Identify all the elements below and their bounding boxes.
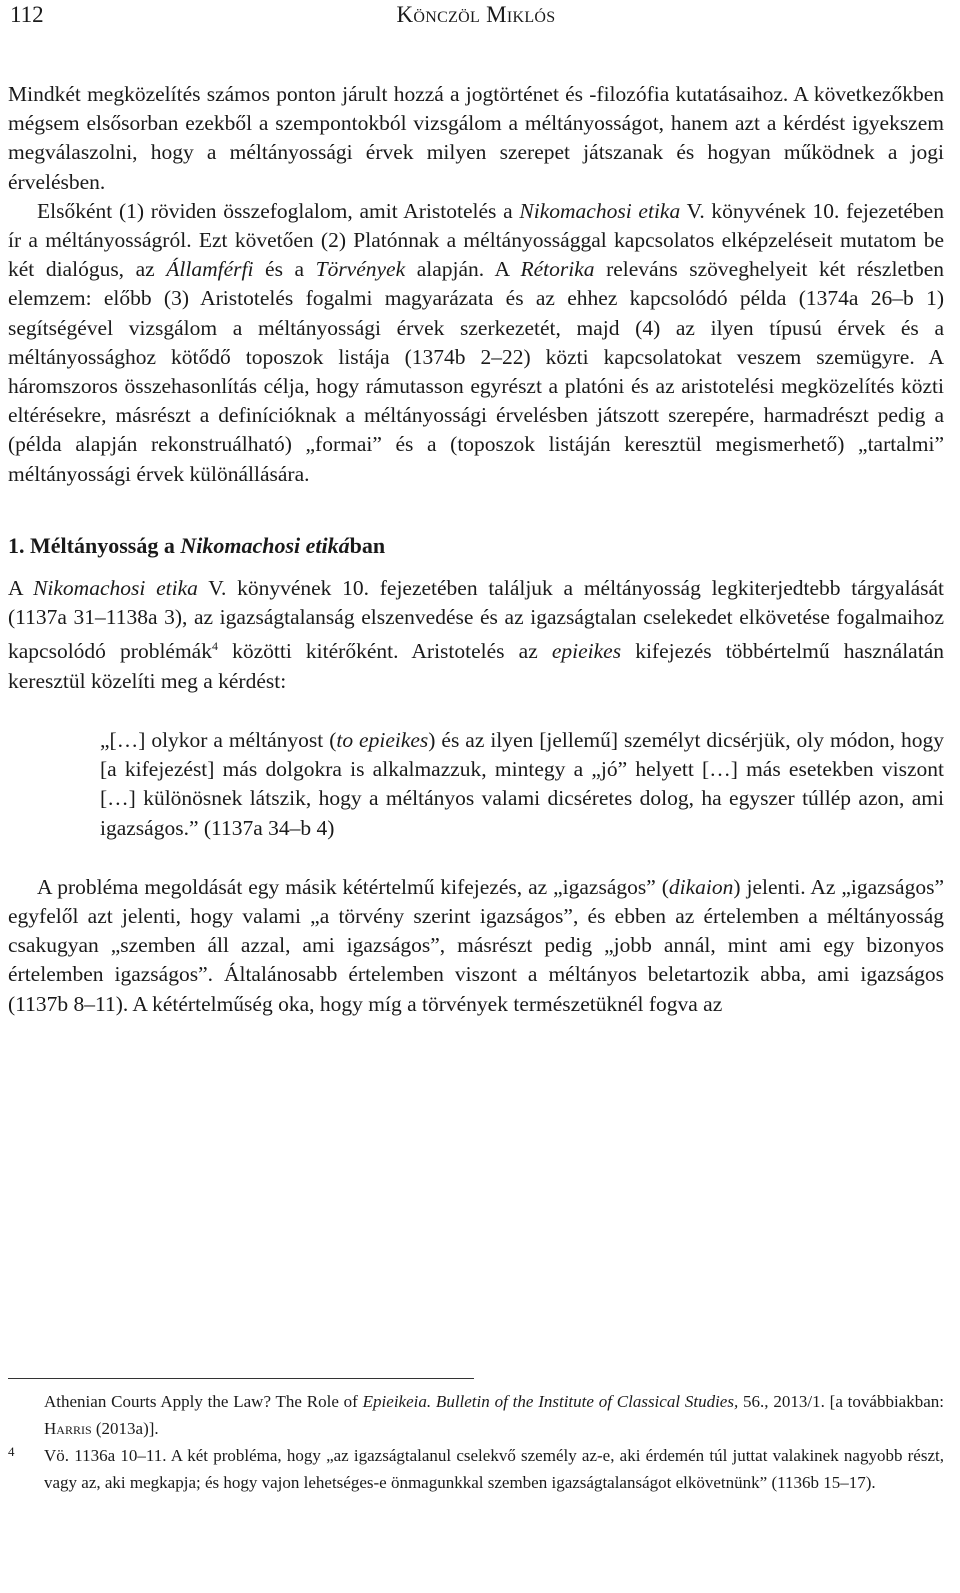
footnote-number: 4 [8, 1444, 15, 1459]
text-run: releváns szöveghelyeit két részletben elemzem: előbb (3) Aristotelés fogalmi magyarázata és az ehhez kapcsolódó példa (1374a 26–b 1) segítségével vizsgálom a méltányossági érvek szerkezetét, majd (4) az ilyen típusú érvek és a méltányossághoz kötődő toposzok listája (1374b 2–22) közti kapcsolatokat veszem szemügyre. A háromszoros összehasonlítás célja, hogy rámutasson egyrészt a platóni és az aristotelési megközelítés közti eltérésekre, másrészt a definícióknak a méltányossági érvelésben játszott szerepére, harmadrészt pedig a (példa alapján rekonstruálható) „formai” és a (toposzok listáján keresztül megismerhető) „tartalmi” méltányossági érvek különállására. [8, 257, 944, 486]
paragraph: Mindkét megközelítés számos ponton járult hozzá a jogtörténet és -filozófia kutatásaihoz. A következőkben mégsem elsősorban ezekből a szempontokból vizsgálom a méltányosságot, hanem azt a kérdést igyekszem megválaszolni, hogy a méltányossági érvek milyen szerepet játszanak és hogyan működnek a jogi érvelésben. [8, 82, 944, 194]
text-run: „[…] olykor a méltányost ( [100, 728, 337, 753]
footnote-ref[interactable]: 4 [211, 639, 218, 654]
text-run: Athenian Courts Apply the Law? The Role of [44, 1392, 363, 1411]
text-run: V. könyvének 10. fejezetében találjuk a méltányosság legkiterjedtebb tárgyalását (1137a 31–1138a 3), az igazságtalanság elszenvedése és az igazságtalan cselekedet elkövetése fogalmaihoz kapcsolódó problémák [8, 576, 944, 664]
text-run: ) jelenti. Az „igazságos” egyfelől azt jelenti, hogy valami „a törvény szerint igazságos”, és ebben az értelemben a méltányosság csakugyan „szemben áll azzal, ami igazságos”, másrészt pedig „jobb annál, mint ami egy bizonyos értelemben igazságos”. Általánosabb értelemben viszont a méltányos beletartozik abba, ami igazságos (1137b 8–11). A kétértelműség oka, hogy míg a törvények természetüknél fogva az [8, 874, 944, 1016]
footnotes [8, 1388, 944, 1496]
text-run: A probléma megoldását egy másik kétértelmű kifejezés, az „igazságos” ( [37, 874, 669, 899]
author-name: Harris [44, 1419, 92, 1438]
page-header [8, 2, 944, 32]
footnote-text: Vö. 1136a 10–11. A két probléma, hogy „az igazságtalanul cselekvő személy az-e, aki érdemén túl juttat valakinek nagyobb részt, vagy az, aki megkapja; és hogy vajon lehetséges-e önmagunkkal szemben igazságtalanságot elkövetnünk” (1136b 15–17). [44, 1446, 944, 1492]
block-quote [100, 726, 944, 843]
main-text [8, 80, 944, 1019]
text-run: és a [253, 257, 316, 282]
greek-term: to epieikes [336, 728, 429, 753]
heading-text: 1. Méltányosság a [8, 532, 181, 558]
text-run: ) és az ilyen [jellemű] személyt dicsérjük, oly módon, hogy [a kifejezést] más dolgokra is alkalmazzuk, mintegy a „jó” helyett […] más esetekben viszont […] különösnek látszik, hogy a méltányos valami dicséretes dolog, ha egyszer túllép azon, ami igazságos.” (1137a 34–b 4) [100, 728, 944, 840]
text-run: közötti kitérőként. Aristotelés az [217, 639, 552, 664]
paragraph [8, 197, 944, 489]
text-run: V. könyvének 10. fejezetében ír a méltányosságról. Ezt követően (2) Platónnak a méltányossággal kapcsolatos elképzeléseit mutatom be két dialógus, az [8, 198, 944, 282]
greek-term: dikaion [668, 874, 734, 899]
text-run: (2013a)]. [91, 1419, 159, 1438]
work-title: Államférfi [166, 257, 254, 282]
work-title: Rétorika [520, 257, 595, 282]
page-number: 112 [10, 2, 44, 27]
work-title: Törvények [315, 257, 406, 282]
heading-text: ban [349, 532, 386, 558]
paragraph [8, 873, 944, 1019]
greek-term: epieikes [551, 639, 622, 664]
section-heading [8, 531, 944, 560]
text-run: alapján. A [405, 257, 521, 282]
paragraph [8, 574, 944, 696]
heading-italic: Nikomachosi etiká [180, 532, 350, 558]
text-run: 56., 2013/1. [a továbbiakban: [738, 1392, 944, 1411]
work-title: Nikomachosi etika [33, 576, 198, 601]
running-head: Könczöl Miklós [396, 2, 556, 27]
footnote [8, 1442, 944, 1496]
footnote-continuation [8, 1388, 944, 1442]
text-run: Elsőként (1) röviden összefoglalom, amit Aristotelés a [37, 198, 520, 223]
text-run: kifejezés többértelmű használatán keresztül közelíti meg a kérdést: [8, 639, 944, 693]
journal-title: Epieikeia. Bulletin of the Institute of Classical Studies, [362, 1392, 739, 1411]
footnote-divider [8, 1378, 474, 1379]
text-run: A [8, 576, 34, 601]
work-title: Nikomachosi etika [519, 198, 681, 223]
